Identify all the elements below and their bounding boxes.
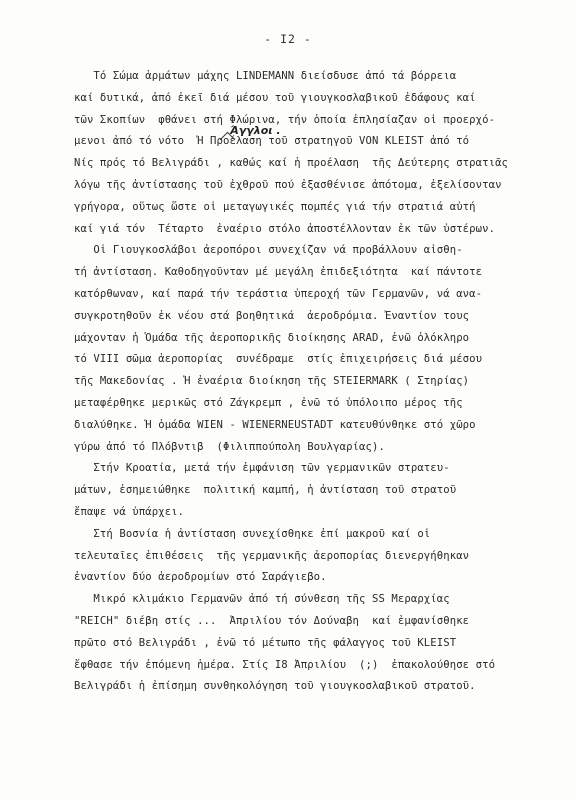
text-line: καί γιά τόν Τέταρτο ἐναέριο στόλο ἀποστέλλονταν ἐκ τῶν ὑστέρων. bbox=[74, 222, 496, 235]
text-line: τό VIII σῶμα ἀεροπορίας συνέδραμε στίς ἐπιχειρήσεις διά μέσου bbox=[74, 353, 483, 366]
text-line: Στή Βοσνία ἡ ἀντίσταση συνεχίσθηκε ἐπί μακροῦ καί οἱ bbox=[74, 527, 431, 540]
text-line: μάχονταν ἡ Ὁμάδα τῆς ἀεροπορικῆς διοίκησης ARAD, ἐνῶ ὁλόκληρο bbox=[74, 331, 470, 344]
page-number: - I2 - bbox=[264, 32, 312, 46]
text-line: τή ἀντίσταση. Καθοδηγοῦνταν μέ μεγάλη ἐπιδεξιότητα καί πάντοτε bbox=[74, 266, 483, 279]
text-line: Τό Σώμα ἁρμάτων μάχης LINDEMANN διείσδυσε ἀπό τά βόρρεια bbox=[74, 70, 457, 82]
typed-body-text bbox=[74, 66, 550, 698]
text-line: "REICH" διέβη στίς ... Ἀπριλίου τόν Δούναβη καί ἐμφανίσθηκε bbox=[74, 614, 470, 627]
text-line: τῆς Μακεδονίας . Ἡ ἐναέρια διοίκηση τῆς STEIERMARK ( Στηρίας) bbox=[74, 375, 470, 388]
text-line: γύρω ἀπό τό Πλόβντιβ (Φιλιππούπολη Βουλγαρίας). bbox=[74, 440, 385, 453]
text-line: ἔφθασε τήν ἐπόμενη ἡμέρα. Στίς I8 Ἀπριλίου (;) ἐπακολούθησε στό bbox=[74, 658, 496, 671]
text-line: τῶν Σκοπίων φθάνει στή Φλώρινα, τήν ὁποία ἐπλησίαζαν οἱ προερχό- bbox=[74, 113, 496, 126]
text-line: μάτων, ἐσημειώθηκε πολιτική καμπή, ἡ ἀντίσταση τοῦ στρατοῦ bbox=[74, 484, 457, 497]
text-line: Στήν Κροατία, μετά τήν ἐμφάνιση τῶν γερμανικῶν στρατευ- bbox=[74, 462, 450, 475]
text-line: Νίς πρός τό Βελιγράδι , καθώς καί ἡ προέλαση τῆς Δεύτερης στρατιᾶς bbox=[74, 157, 509, 170]
text-line: πρῶτο στό Βελιγράδι , ἐνῶ τό μέτωπο τῆς φάλαγγος τοῦ KLEIST bbox=[74, 636, 457, 649]
text-line: λόγω τῆς ἀντίστασης τοῦ ἐχθροῦ πού ἐξασθένισε ἀπότομα, ἐξελίσονταν bbox=[74, 178, 502, 191]
text-line: γρήγορα, οὕτως ὥστε οἱ μεταγωγικές πομπές γιά τήν στρατιά αὐτή bbox=[74, 200, 476, 213]
text-line: ἐναντίον δύο ἀεροδρομίων στό Σαράγιεβο. bbox=[74, 571, 327, 584]
text-line: καί δυτικά, ἀπό ἐκεῖ διά μέσου τοῦ γιουγκοσλαβικοῦ ἐδάφους καί bbox=[74, 91, 476, 104]
text-line: μεταφέρθηκε μερικῶς στό Ζάγκρεμπ , ἐνῶ τό ὑπόλοιπο μέρος τῆς bbox=[74, 396, 463, 409]
text-line: ἔπαψε νά ὑπάρχει. bbox=[74, 505, 185, 518]
text-line: Βελιγράδι ἡ ἐπίσημη συνθηκολόγηση τοῦ γιουγκοσλαβικοῦ στρατοῦ. bbox=[74, 680, 476, 693]
text-line: Οἱ Γιουγκοσλάβοι ἀεροπόροι συνεχίζαν νά προβάλλουν αἰσθη- bbox=[74, 244, 463, 257]
handwritten-insertion: Άγγλοι . bbox=[230, 124, 281, 137]
text-line: τελευταῖες ἐπιθέσεις τῆς γερμανικῆς ἀεροπορίας διενεργήθηκαν bbox=[74, 549, 470, 562]
text-line: μενοι ἀπό τό νότο Ἡ Προέλαση τοῦ στρατηγοῦ VON KLEIST ἀπό τό bbox=[74, 135, 470, 148]
text-line: διαλύθηκε. Ἡ ὁμάδα WIEN - WIENERNEUSTADT κατευθύνθηκε στό χῶρο bbox=[74, 418, 476, 431]
text-line: Μικρό κλιμάκιο Γερμανῶν ἀπό τή σύνθεση τῆς SS Μεραρχίας bbox=[74, 593, 450, 606]
text-line: συγκροτηθοῦν ἐκ νέου στά βοηθητικά ἀεροδρόμια. Ἐναντίον τους bbox=[74, 309, 470, 322]
text-line: κατόρθωναν, καί παρά τήν τεράστια ὑπεροχή τῶν Γερμανῶν, νά ανα- bbox=[74, 287, 483, 300]
